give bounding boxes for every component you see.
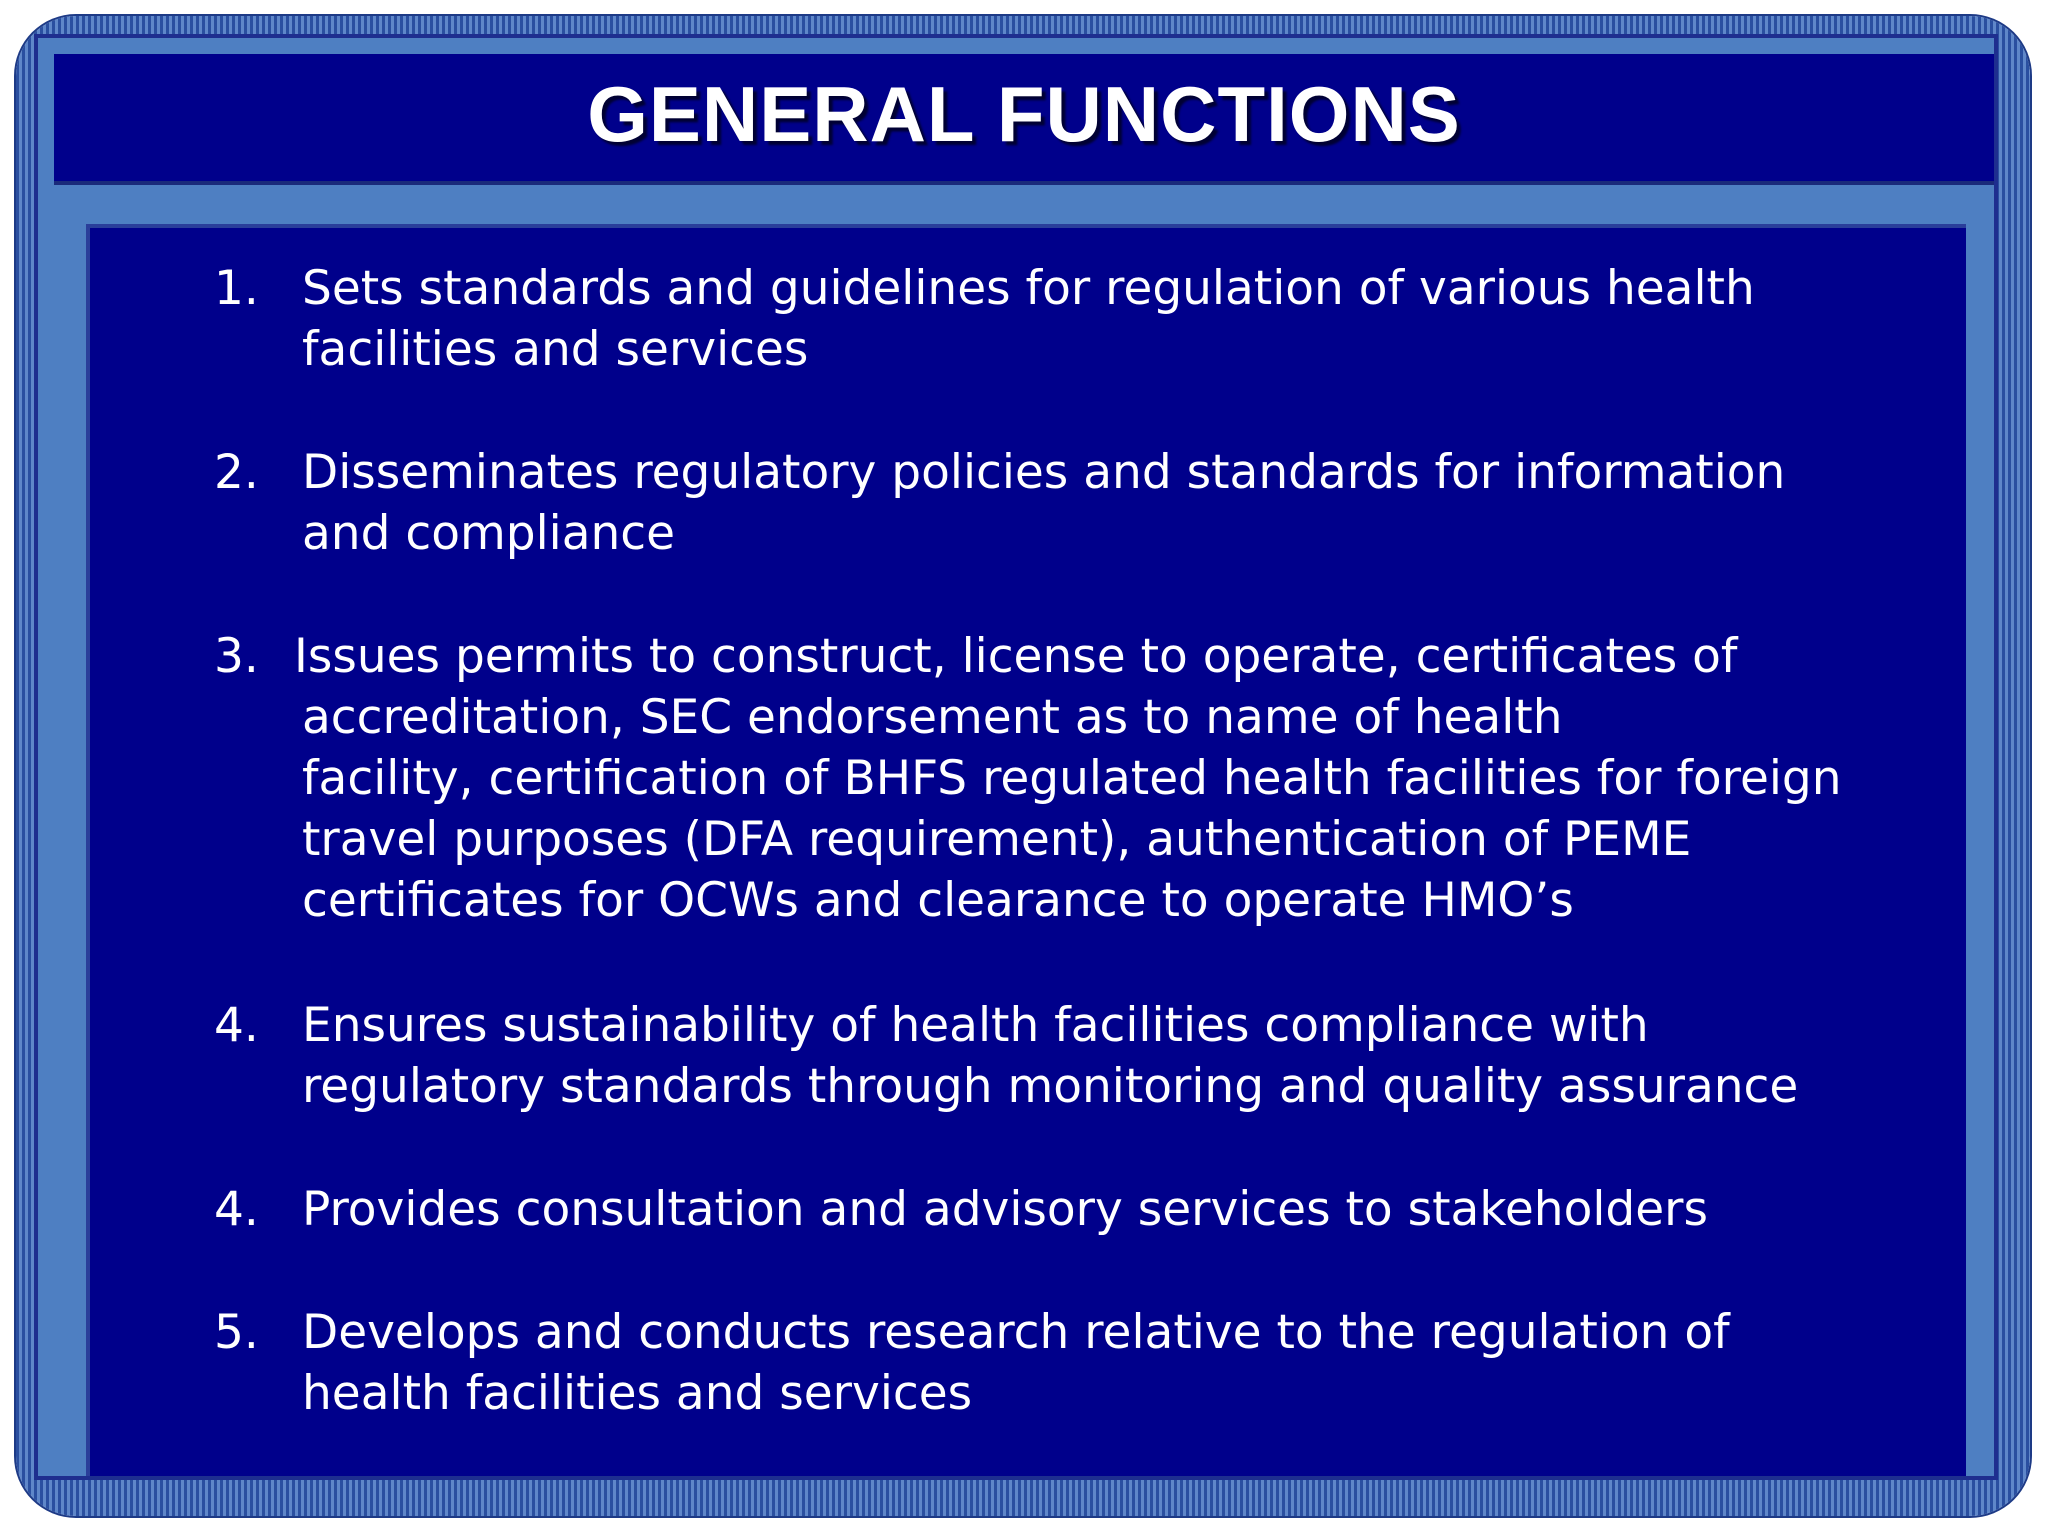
list-item-line: travel purposes (DFA requirement), authentication of PEME: [302, 812, 1692, 867]
list-item-line: Disseminates regulatory policies and standards for information: [302, 445, 1786, 500]
list-item-text: [302, 442, 1785, 564]
list-item-text: [294, 626, 1737, 687]
list-item-line: accreditation, SEC endorsement as to name of health: [302, 690, 1563, 745]
list-item-line: Provides consultation and advisory services to stakeholders: [302, 1182, 1708, 1237]
list-item-number: 1.: [214, 261, 259, 316]
list-item-number: 2.: [214, 445, 259, 500]
title-bar: [54, 54, 1994, 185]
list-item-text-continued: [302, 687, 1842, 931]
slide-title: GENERAL FUNCTIONS: [587, 70, 1461, 158]
list-item-line: Ensures sustainability of health facilities compliance with: [302, 998, 1649, 1053]
list-item-text: [302, 995, 1798, 1117]
list-item-number: 4.: [214, 1182, 259, 1237]
list-item-text: [302, 1302, 1730, 1424]
list-item-number: 4.: [214, 998, 259, 1053]
content-panel: [86, 224, 1966, 1476]
list-item-line: regulatory standards through monitoring and quality assurance: [302, 1059, 1799, 1114]
list-item-line: facility, certification of BHFS regulated health facilities for foreign: [302, 751, 1842, 806]
list-item-text: [302, 258, 1755, 380]
list-item-text: [302, 1179, 1708, 1240]
list-item-number: 5.: [214, 1305, 259, 1360]
list-item-line: Sets standards and guidelines for regulation of various health: [302, 261, 1755, 316]
list-item-number: 3.: [214, 629, 259, 684]
list-item-line: certificates for OCWs and clearance to operate HMO’s: [302, 873, 1574, 928]
list-item-line: Develops and conducts research relative to the regulation of: [302, 1305, 1730, 1360]
list-item-line: facilities and services: [302, 322, 809, 377]
list-item-line: health facilities and services: [302, 1366, 973, 1421]
list-item-line: Issues permits to construct, license to operate, certificates of: [294, 629, 1738, 684]
list-item-line: and compliance: [302, 506, 676, 561]
